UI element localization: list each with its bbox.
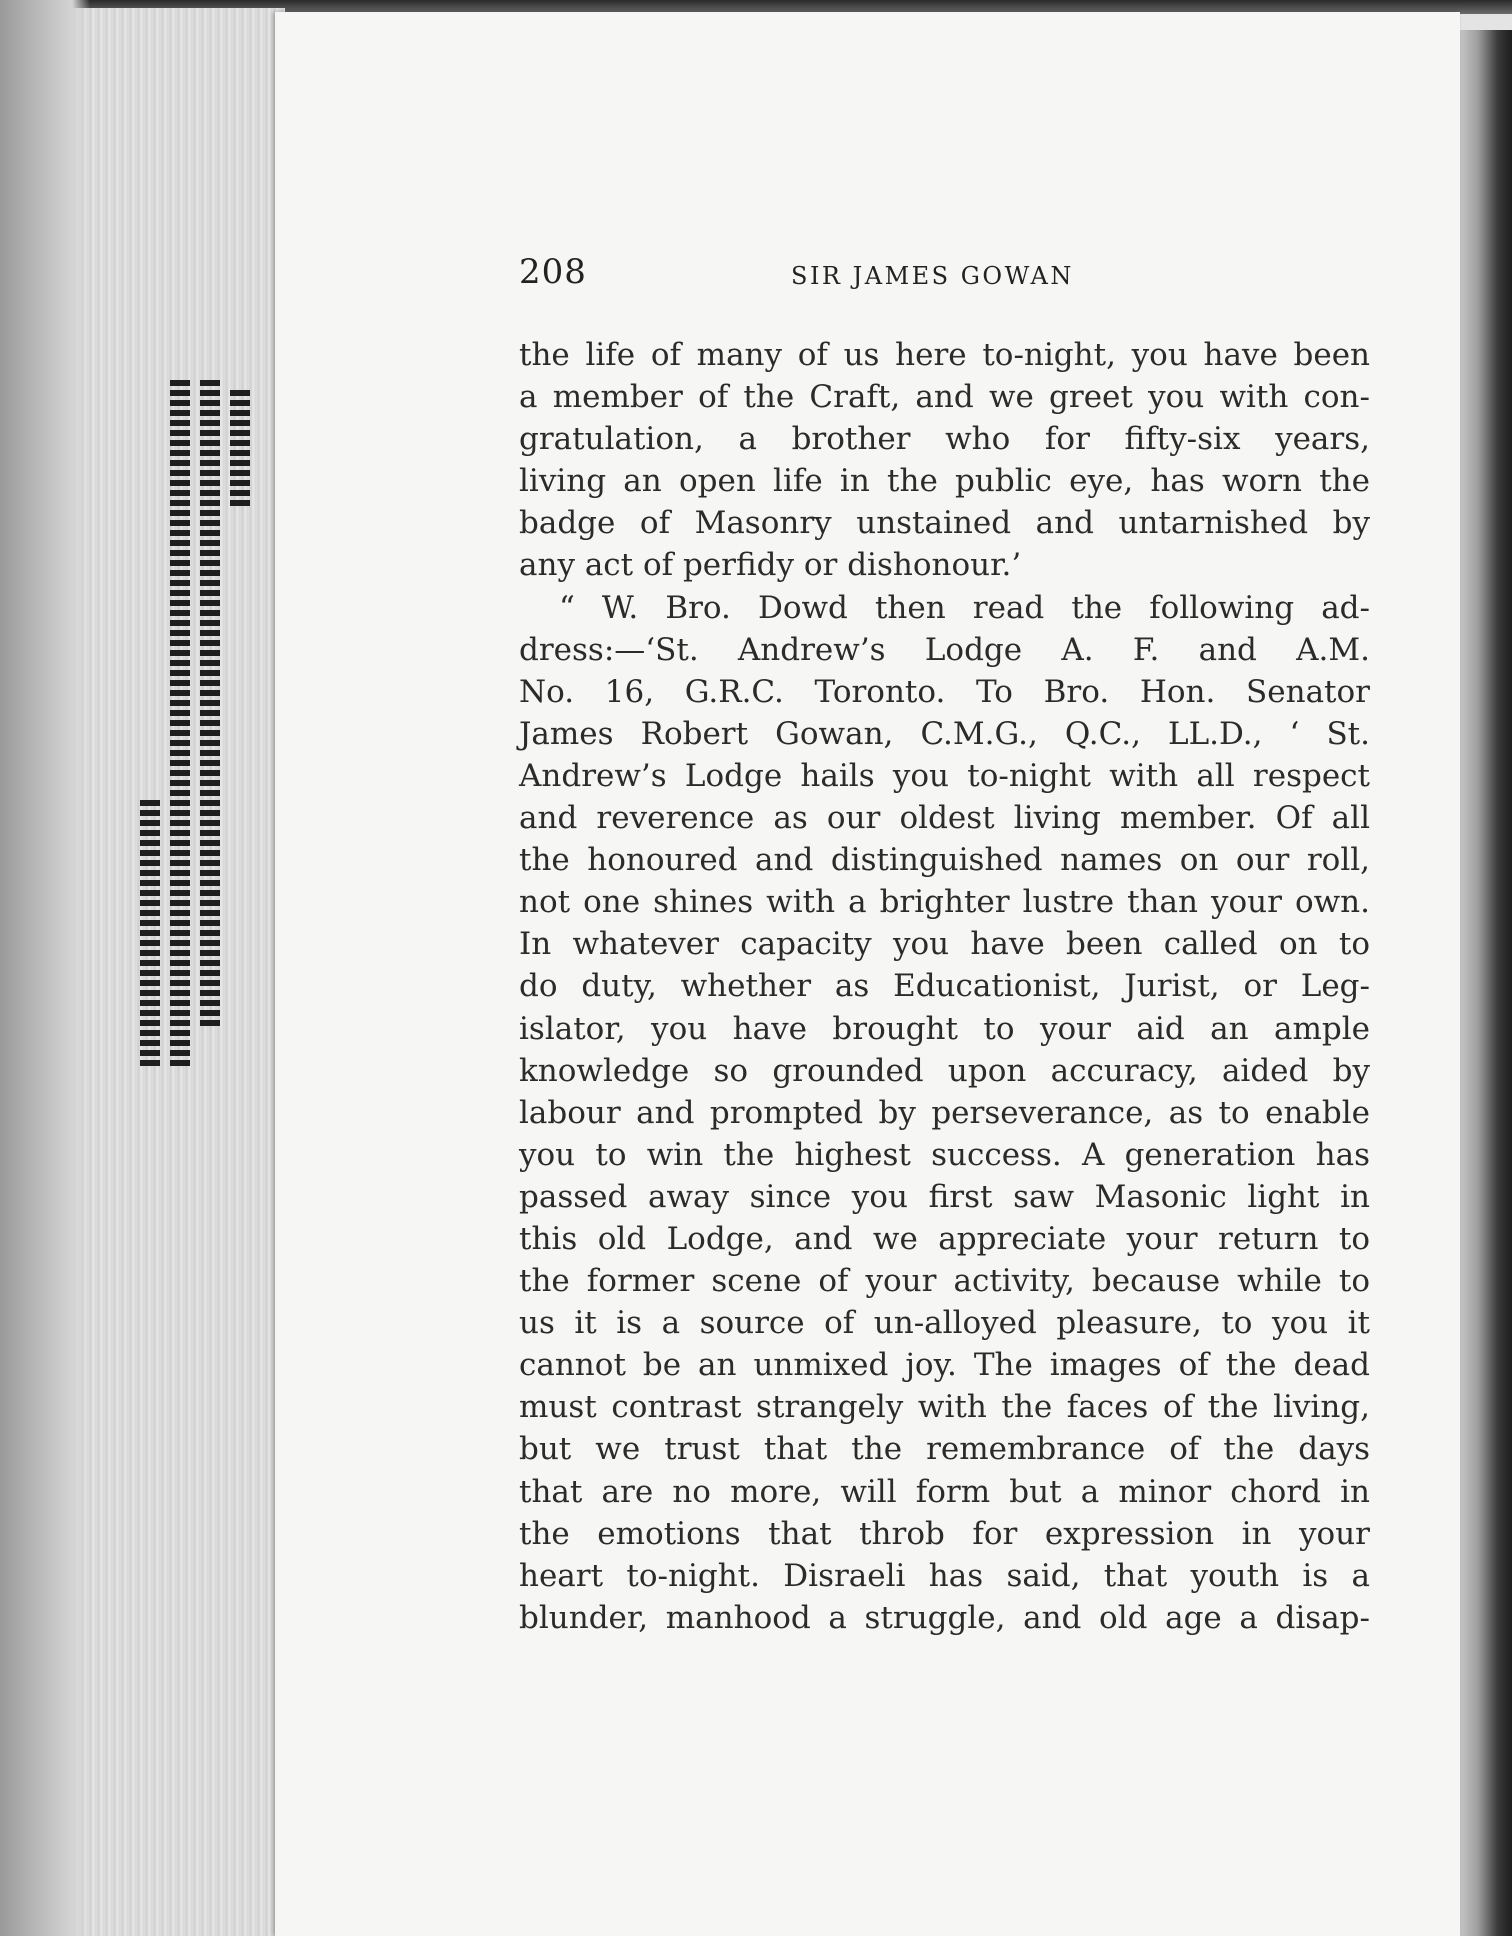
text-line: James Robert Gowan, C.M.G., Q.C., LL.D., ‘ St. [519, 715, 1370, 752]
text-line: gratulation, a brother who for fifty-six years, [519, 421, 1370, 458]
text-line: heart to-night. Disraeli has said, that youth is a [519, 1557, 1370, 1594]
text-line: that are no more, will form but a minor chord in [519, 1473, 1370, 1510]
text-line: cannot be an unmixed joy. The images of the dead [519, 1347, 1370, 1384]
book-edge-shadow [0, 0, 90, 1936]
text-line: you to win the highest success. A generation has [519, 1136, 1370, 1173]
text-line: do duty, whether as Educationist, Jurist, or Leg- [519, 968, 1370, 1005]
text-line: In whatever capacity you have been called on to [519, 926, 1370, 963]
running-head [519, 252, 1339, 302]
text-line: badge of Masonry unstained and untarnished by [519, 505, 1370, 542]
text-line: the former scene of your activity, because while to [519, 1263, 1370, 1300]
text-line: a member of the Craft, and we greet you with con- [519, 379, 1370, 416]
text-line: knowledge so grounded upon accuracy, aided by [519, 1052, 1370, 1089]
page-number: 208 [519, 252, 587, 292]
text-line: and reverence as our oldest living member. Of all [519, 800, 1370, 837]
text-line: living an open life in the public eye, has worn the [519, 463, 1370, 500]
text-line: labour and prompted by perseverance, as to enable [519, 1094, 1370, 1131]
text-line: passed away since you first saw Masonic light in [519, 1178, 1370, 1215]
text-line: must contrast strangely with the faces of the living, [519, 1389, 1370, 1426]
library-stamp-mark [130, 380, 270, 1080]
text-line: the emotions that throb for expression in your [519, 1515, 1370, 1552]
text-line: not one shines with a brighter lustre than your own. [519, 884, 1370, 921]
text-line: this old Lodge, and we appreciate your return to [519, 1220, 1370, 1257]
text-line: but we trust that the remembrance of the days [519, 1431, 1370, 1468]
text-line: dress:—‘St. Andrew’s Lodge A. F. and A.M. [519, 631, 1370, 668]
text-line: the life of many of us here to-night, you have been [519, 337, 1370, 373]
body-text [519, 334, 1370, 1639]
text-line: the honoured and distinguished names on our roll, [519, 842, 1370, 879]
text-line: “ W. Bro. Dowd then read the following ad- [559, 589, 1370, 626]
text-line: us it is a source of un-alloyed pleasure, to you it [519, 1305, 1370, 1342]
book-right-edge [1455, 30, 1512, 1936]
running-title: SIR JAMES GOWAN [791, 262, 1074, 290]
text-line: No. 16, G.R.C. Toronto. To Bro. Hon. Senator [519, 673, 1370, 710]
text-line: any act of perfidy or dishonour.’ [519, 547, 1022, 584]
text-line: Andrew’s Lodge hails you to-night with all respect [519, 757, 1370, 794]
text-line: blunder, manhood a struggle, and old age a disap- [519, 1599, 1370, 1636]
text-line: islator, you have brought to your aid an ample [519, 1010, 1370, 1047]
